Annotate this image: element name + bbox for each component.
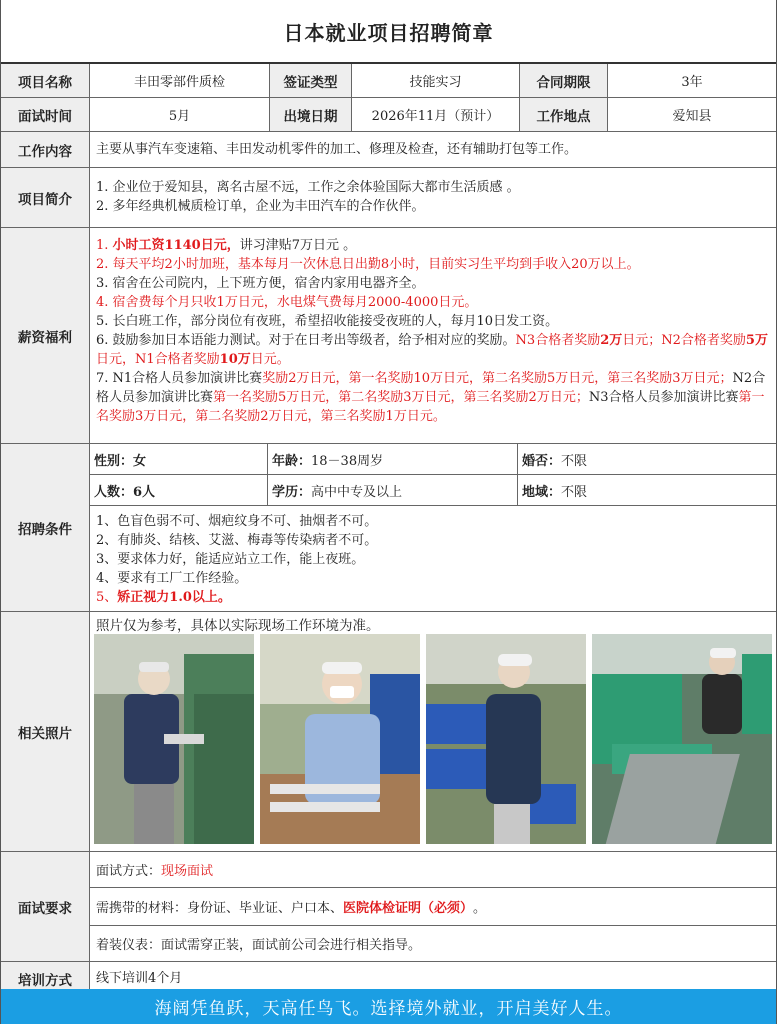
- conditions-body: [90, 444, 776, 611]
- salary-line-4: 4. 宿舍费每个月只收1万日元，水电煤气费每月2000-4000日元。: [96, 295, 478, 310]
- salary-line-5: 5. 长白班工作，部分岗位有夜班，希望招收能接受夜班的人，每月10日发工资。: [96, 314, 559, 329]
- salary-line-6: 6. 鼓励参加日本语能力测试。对于在日考出等级者，给予相对应的奖励。N3合格者奖励2万日元；N2合格者奖励5万日元，N1合格者奖励10万日元。: [96, 333, 768, 367]
- departure-date-label: 出境日期: [270, 98, 352, 131]
- salary-line-1: 1. 小时工资1140日元，讲习津贴7万日元 。: [96, 238, 357, 253]
- region-cell: 地域： 不限: [522, 484, 588, 500]
- factory-photo-3: [426, 634, 586, 844]
- contract-term-label: 合同期限: [520, 64, 608, 97]
- work-location-value: 爱知县: [672, 109, 712, 124]
- condition-line: 4、要求有工厂工作经验。: [96, 571, 248, 586]
- recruitment-conditions-label: 招聘条件: [1, 444, 90, 611]
- project-name-label: 项目名称: [1, 64, 90, 97]
- age-cell: 年龄： 18－38周岁: [268, 444, 518, 474]
- interview-body: [90, 852, 776, 961]
- salary-benefits-label: 薪资福利: [1, 228, 90, 443]
- factory-photo-2: [260, 634, 420, 844]
- page-title: 日本就业项目招聘简章: [1, 0, 776, 64]
- salary-line-7: 7. N1合格人员参加演讲比赛奖励2万日元，第一名奖励10万日元，第二名奖励5万日元，第三名奖励3万日元；N2合格人员参加演讲比赛第一名奖励5万日元，第二名奖励3万日元，第三名奖励2万日元；N3合格人员参加演讲比赛第一名奖励3万日元，第二名奖励2万日元，第三名奖励1万日元。: [96, 371, 766, 424]
- photos-row: [1, 612, 776, 852]
- departure-date-value: 2026年11月（预计）: [352, 98, 520, 131]
- condition-line: 3、要求体力好，能适应站立工作，能上夜班。: [96, 552, 365, 567]
- footer-slogan: 海阔凭鱼跃，天高任鸟飞。选择境外就业，开启美好人生。: [1, 989, 776, 1024]
- count-cell: 人数： 6人: [90, 475, 268, 505]
- condition-line: 1、色盲色弱不可、烟疤纹身不可、抽烟者不可。: [96, 514, 378, 529]
- intro-line: 1. 企业位于爱知县，离名古屋不远，工作之余体验国际大都市生活质感 。: [96, 180, 520, 195]
- photos-label: 相关照片: [1, 612, 90, 851]
- visa-type-value: 技能实习: [352, 64, 520, 97]
- work-location-label: 工作地点: [520, 98, 608, 131]
- conditions-list: [90, 506, 776, 611]
- salary-benefits-row: [1, 228, 776, 444]
- visa-type-label: 签证类型: [270, 64, 352, 97]
- work-content-row: [1, 132, 776, 168]
- salary-benefits-text: [90, 228, 776, 443]
- interview-dress: 着装仪表：面试需穿正装，面试前公司会进行相关指导。: [96, 938, 422, 953]
- interview-materials: 需携带的材料：身份证、毕业证、户口本、 医院体检证明（必须） 。: [90, 888, 776, 926]
- interview-requirements-label: 面试要求: [1, 852, 90, 961]
- interview-method: 面试方式： 现场面试: [90, 852, 776, 888]
- salary-line-2: 2. 每天平均2小时加班，基本每月一次休息日出勤8小时，目前实习生平均到手收入20万以上。: [96, 257, 640, 272]
- interview-time-label: 面试时间: [1, 98, 90, 131]
- condition-line: 2、有肺炎、结核、艾滋、梅毒等传染病者不可。: [96, 533, 378, 548]
- intro-line: 2. 多年经典机械质检订单，企业为丰田汽车的合作伙伴。: [96, 199, 425, 214]
- interview-time-value: 5月: [90, 98, 270, 131]
- marital-cell: 婚否： 不限: [522, 453, 588, 469]
- contract-term-value: 3年: [681, 75, 703, 90]
- interview-requirements-row: [1, 852, 776, 962]
- condition-line: 5、矫正视力1.0以上。: [96, 590, 231, 605]
- education-cell: 学历： 高中中专及以上: [268, 475, 518, 505]
- factory-photo-4: [592, 634, 772, 844]
- work-content-text: 主要从事汽车变速箱、丰田发动机零件的加工、修理及检查，还有辅助打包等工作。: [96, 142, 578, 157]
- info-row-2: [1, 98, 776, 132]
- conditions-sub-row-2: [90, 475, 776, 506]
- factory-photo-1: [94, 634, 254, 844]
- project-intro-row: [1, 168, 776, 228]
- project-name-value: 丰田零部件质检: [90, 64, 270, 97]
- training-label: 培训方式: [1, 962, 90, 995]
- gender-cell: 性别： 女: [90, 444, 268, 474]
- training-text: 线下培训4个月: [96, 971, 183, 986]
- info-row-1: [1, 64, 776, 98]
- photos-body: [90, 612, 776, 851]
- conditions-sub-row-1: [90, 444, 776, 475]
- work-content-label: 工作内容: [1, 132, 90, 167]
- project-intro-text: [90, 168, 776, 227]
- salary-line-3: 3. 宿舍在公司院内，上下班方便，宿舍内家用电器齐全。: [96, 276, 425, 291]
- photo-strip: [90, 634, 776, 844]
- recruitment-conditions-row: [1, 444, 776, 612]
- photos-note: 照片仅为参考，具体以实际现场工作环境为准。: [96, 618, 380, 634]
- project-intro-label: 项目简介: [1, 168, 90, 227]
